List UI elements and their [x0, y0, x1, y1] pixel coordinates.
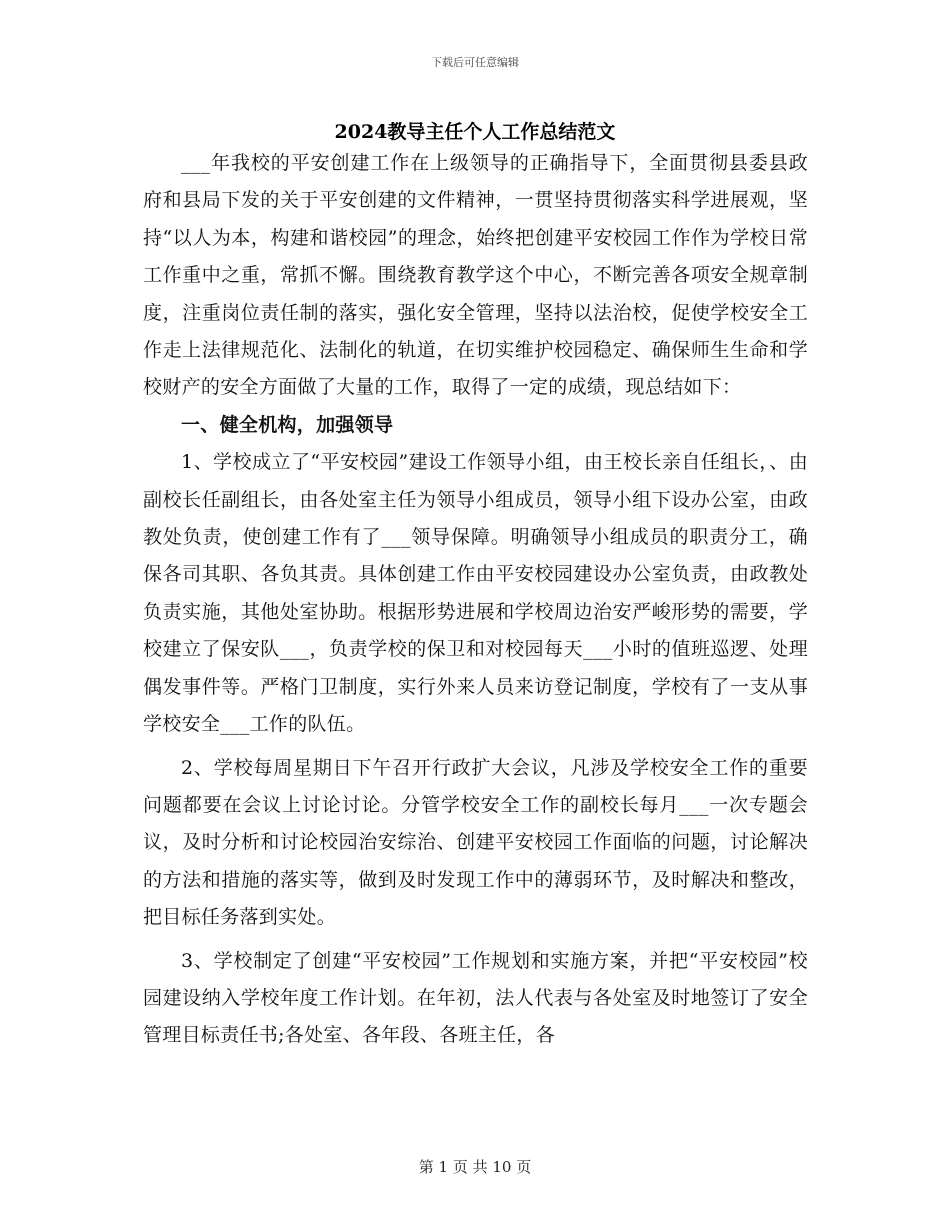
- paragraph-item-2: 2、学校每周星期日下午召开行政扩大会议，凡涉及学校安全工作的重要问题都要在会议上讨论讨论。分管学校安全工作的副校长每月___一次专题会议，及时分析和讨论校园治安综治、创建平安校园工作面临的问题，讨论解决的方法和措施的落实等，做到及时发现工作中的薄弱环节，及时解决和整改，把目标任务落到实处。: [143, 756, 808, 929]
- page-number: 第 1 页 共 10 页: [418, 1158, 532, 1176]
- paragraph-intro: ___年我校的平安创建工作在上级领导的正确指导下，全面贯彻县委县政府和县局下发的关于平安创建的文件精神，一贯坚持贯彻落实科学进展观，坚持“以人为本，构建和谐校园”的理念，始终把创建平安校园工作作为学校日常工作重中之重，常抓不懈。围绕教育教学这个中心，不断完善各项安全规章制度，注重岗位责任制的落实，强化安全管理，坚持以法治校，促使学校安全工作走上法律规范化、法制化的轨道，在切实维护校园稳定、确保师生生命和学校财产的安全方面做了大量的工作，取得了一定的成绩，现总结如下：: [143, 152, 808, 399]
- document-title: 2024教导主任个人工作总结范文: [334, 121, 616, 143]
- paragraph-item-1: 1、学校成立了“平安校园”建设工作领导小组，由王校长亲自任组长，、由副校长任副组长，由各处室主任为领导小组成员，领导小组下设办公室，由政教处负责，使创建工作有了___领导保障。明确领导小组成员的职责分工，确保各司其职、各负其责。具体创建工作由平安校园建设办公室负责，由政教处负责实施，其他处室协助。根据形势进展和学校周边治安严峻形势的需要，学校建立了保安队___，负责学校的保卫和对校园每天___小时的值班巡逻、处理偶发事件等。严格门卫制度，实行外来人员来访登记制度，学校有了一支从事学校安全___工作的队伍。: [143, 451, 808, 736]
- paragraph-item-3: 3、学校制定了创建“平安校园”工作规划和实施方案，并把“平安校园”校园建设纳入学校年度工作计划。在年初，法人代表与各处室及时地签订了安全管理目标责任书;各处室、各年段、各班主任，各: [143, 949, 808, 1047]
- document-body: [143, 145, 808, 1055]
- section-heading: 一、健全机构，加强领导: [181, 413, 394, 436]
- header-note: 下载后可任意编辑: [431, 56, 519, 69]
